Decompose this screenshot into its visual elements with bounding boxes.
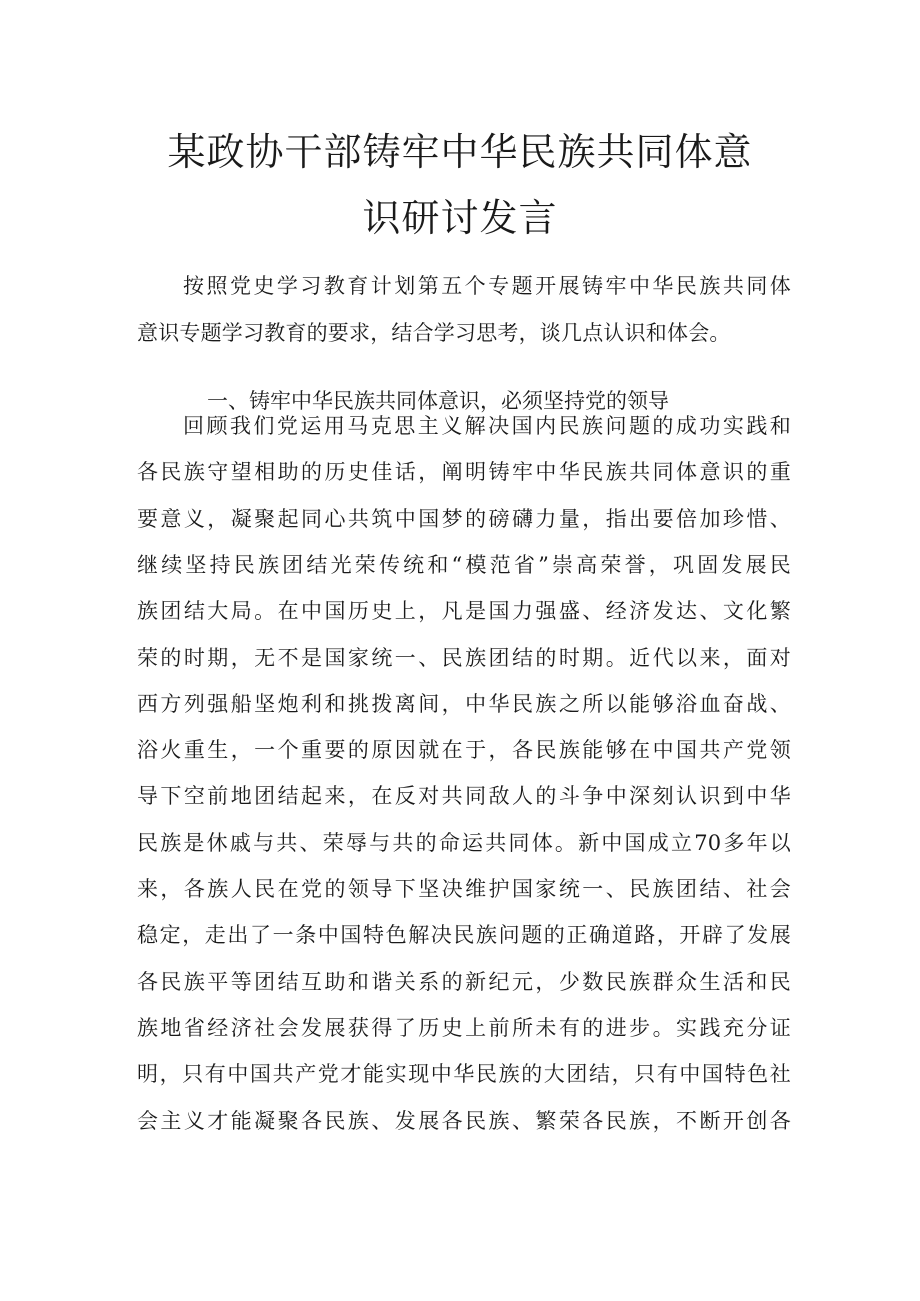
paragraph-1-line: 西方列强船坚炮利和挑拨离间，中华民族之所以能够浴血奋战、 <box>137 691 791 716</box>
intro-line-1: 按照党史学习教育计划第五个专题开展铸牢中华民族共同体 <box>183 274 791 298</box>
paragraph-1-line: 稳定，走出了一条中国特色解决民族问题的正确道路，开辟了发展 <box>137 923 791 948</box>
intro-line-2: 意识专题学习教育的要求，结合学习思考，谈几点认识和体会。 <box>137 321 731 345</box>
paragraph-1-line: 荣的时期，无不是国家统一、民族团结的时期。近代以来，面对 <box>137 645 791 670</box>
paragraph-1-line: 明，只有中国共产党才能实现中华民族的大团结，只有中国特色社 <box>137 1062 791 1087</box>
paragraph-1-line: 导下空前地团结起来，在反对共同敌人的斗争中深刻认识到中华 <box>137 784 791 809</box>
section-heading-1: 一、铸牢中华民族共同体意识，必须坚持党的领导 <box>207 389 669 413</box>
paragraph-1-line: 各民族守望相助的历史佳话，阐明铸牢中华民族共同体意识的重 <box>137 460 791 485</box>
paragraph-1-line: 继续坚持民族团结光荣传统和“模范省”崇高荣誉，巩固发展民 <box>137 552 791 577</box>
paragraph-1-line: 族团结大局。在中国历史上，凡是国力强盛、经济发达、文化繁 <box>137 599 791 624</box>
paragraph-1-line: 民族是休戚与共、荣辱与共的命运共同体。新中国成立70多年以 <box>137 830 791 855</box>
paragraph-1-line: 浴火重生，一个重要的原因就在于，各民族能够在中国共产党领 <box>137 738 791 763</box>
document-title-line-2: 识研讨发言 <box>362 196 558 240</box>
paragraph-1-line: 来，各族人民在党的领导下坚决维护国家统一、民族团结、社会 <box>137 877 791 901</box>
paragraph-1-line: 要意义，凝聚起同心共筑中国梦的磅礴力量，指出要倍加珍惜、 <box>137 506 791 531</box>
paragraph-1-line: 会主义才能凝聚各民族、发展各民族、繁荣各民族，不断开创各 <box>137 1108 791 1133</box>
paragraph-1-line: 族地省经济社会发展获得了历史上前所未有的进步。实践充分证 <box>137 1015 791 1040</box>
paragraph-1-line: 回顾我们党运用马克思主义解决国内民族问题的成功实践和 <box>183 414 791 438</box>
paragraph-1-line: 各民族平等团结互助和谐关系的新纪元，少数民族群众生活和民 <box>137 969 791 994</box>
document-title-line-1: 某政协干部铸牢中华民族共同体意 <box>167 130 753 174</box>
